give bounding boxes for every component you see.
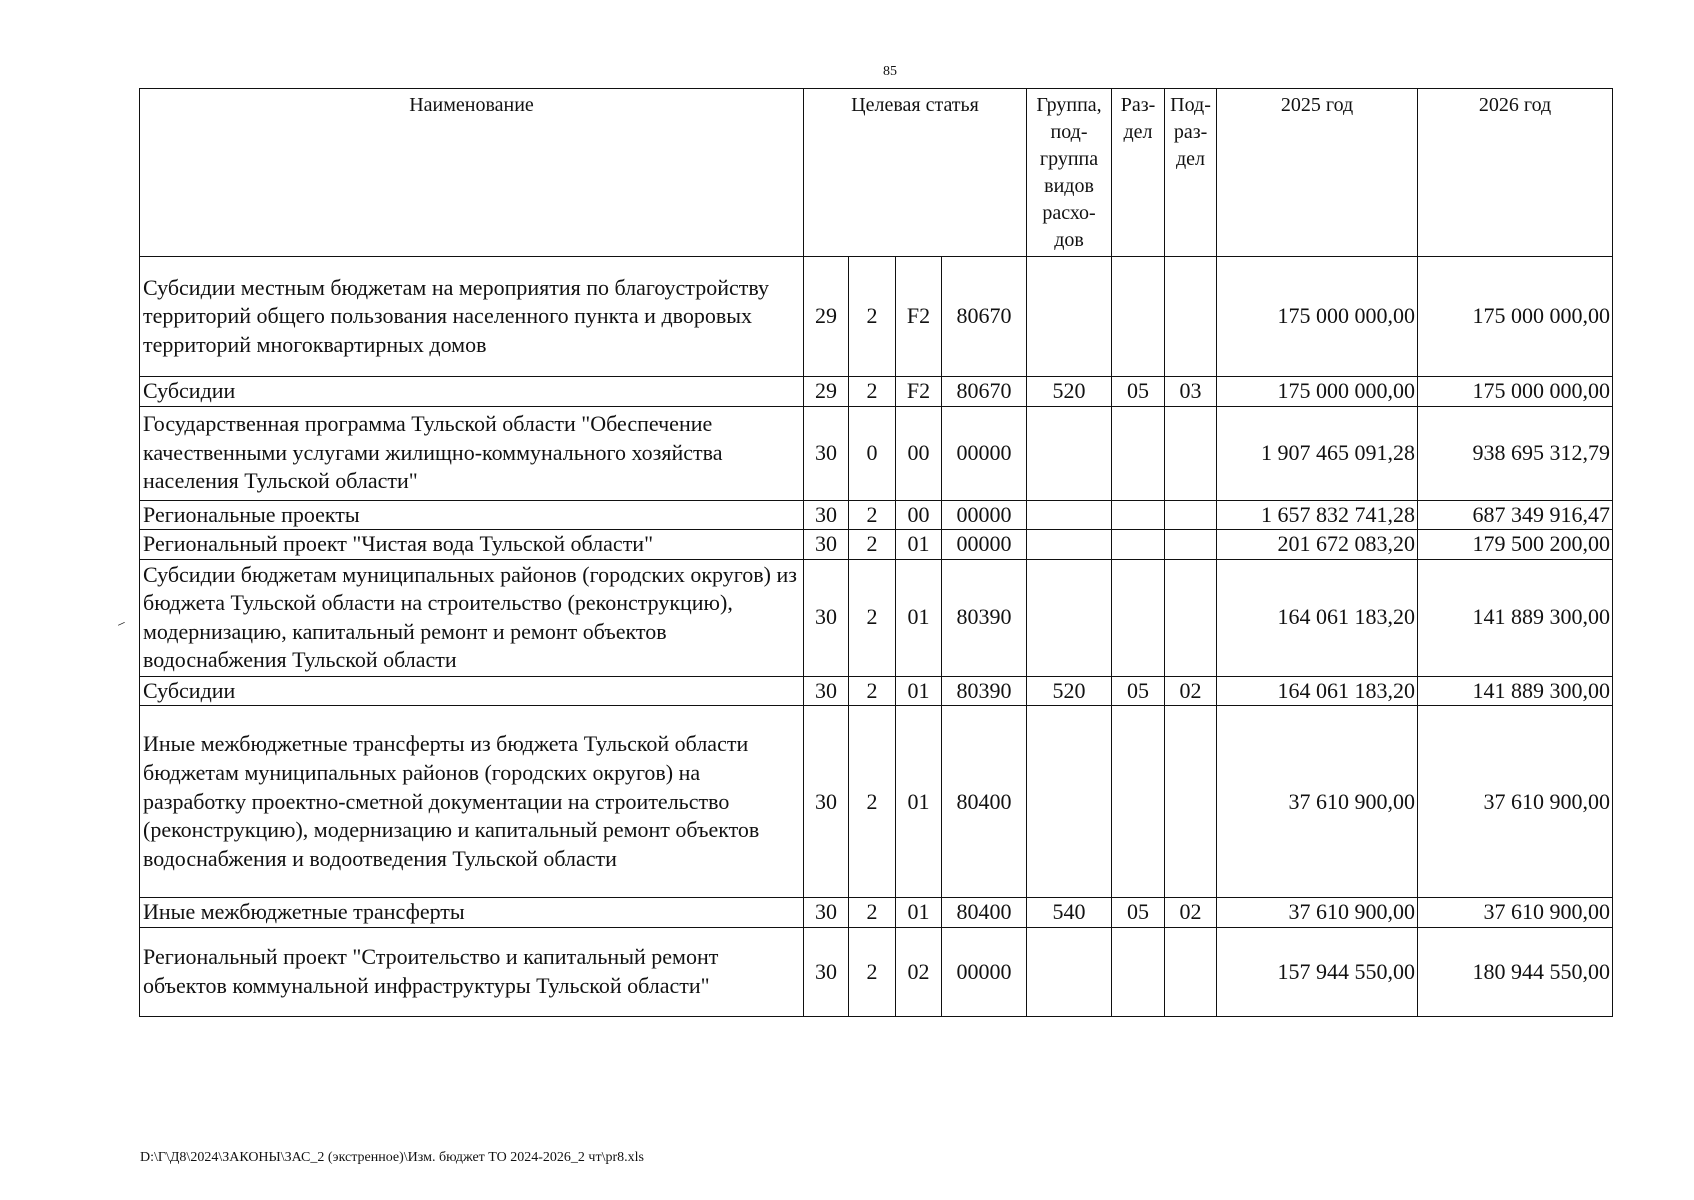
- amount-2025: 175 000 000,00: [1217, 377, 1418, 407]
- amount-2025: 201 672 083,20: [1217, 530, 1418, 560]
- section: [1112, 706, 1165, 898]
- expense-group: [1027, 559, 1112, 676]
- footer-file-path: D:\Г\Д8\2024\ЗАКОНЫ\ЗАС_2 (экстренное)\Изм. бюджет ТО 2024-2026_2 чт\pr8.xls: [140, 1150, 644, 1165]
- target-type: 2: [849, 559, 896, 676]
- amount-2026: 179 500 200,00: [1418, 530, 1613, 560]
- row-name: Субсидии: [140, 377, 804, 407]
- row-name: Региональный проект "Чистая вода Тульской области": [140, 530, 804, 560]
- amount-2026: 180 944 550,00: [1418, 927, 1613, 1016]
- amount-2025: 175 000 000,00: [1217, 257, 1418, 377]
- subsection: [1165, 500, 1217, 530]
- subsection: [1165, 257, 1217, 377]
- section: [1112, 257, 1165, 377]
- target-program: 30: [804, 706, 849, 898]
- table-row: [140, 530, 1613, 560]
- amount-2026: 37 610 900,00: [1418, 706, 1613, 898]
- row-name: Субсидии местным бюджетам на мероприятия по благоустройству территорий общего пользования населенного пункта и дворовых территорий многоквартирных домов: [140, 257, 804, 377]
- section: [1112, 500, 1165, 530]
- section: [1112, 530, 1165, 560]
- amount-2026: 37 610 900,00: [1418, 898, 1613, 928]
- target-type: 2: [849, 676, 896, 706]
- target-program: 30: [804, 898, 849, 928]
- table-row: [140, 927, 1613, 1016]
- amount-2026: 175 000 000,00: [1418, 377, 1613, 407]
- target-type: 2: [849, 706, 896, 898]
- subsection: 03: [1165, 377, 1217, 407]
- subsection: [1165, 530, 1217, 560]
- amount-2025: 1 657 832 741,28: [1217, 500, 1418, 530]
- section: [1112, 406, 1165, 500]
- target-direction: 00000: [942, 927, 1027, 1016]
- table-row: [140, 257, 1613, 377]
- expense-group: [1027, 927, 1112, 1016]
- target-type: 2: [849, 257, 896, 377]
- expense-group: 520: [1027, 377, 1112, 407]
- subsection: [1165, 559, 1217, 676]
- section: 05: [1112, 676, 1165, 706]
- target-direction: 80390: [942, 676, 1027, 706]
- amount-2026: 141 889 300,00: [1418, 676, 1613, 706]
- target-project: 01: [896, 530, 942, 560]
- section: [1112, 559, 1165, 676]
- target-direction: 80400: [942, 898, 1027, 928]
- target-direction: 80670: [942, 257, 1027, 377]
- target-program: 30: [804, 927, 849, 1016]
- amount-2026: 141 889 300,00: [1418, 559, 1613, 676]
- target-type: 0: [849, 406, 896, 500]
- target-type: 2: [849, 530, 896, 560]
- header-group: Группа, под- группа видов расхо- дов: [1027, 89, 1112, 257]
- expense-group: 540: [1027, 898, 1112, 928]
- amount-2026: 938 695 312,79: [1418, 406, 1613, 500]
- header-row: [140, 89, 1613, 257]
- section: [1112, 927, 1165, 1016]
- target-project: 01: [896, 898, 942, 928]
- row-name: Иные межбюджетные трансферты из бюджета Тульской области бюджетам муниципальных районов (городских округов) на разработку проектно-сметной документации на строительство (реконструкцию), модернизацию и капитальный ремонт объектов водоснабжения и водоотведения Тульской области: [140, 706, 804, 898]
- expense-group: [1027, 530, 1112, 560]
- target-direction: 00000: [942, 530, 1027, 560]
- target-project: 01: [896, 559, 942, 676]
- target-program: 29: [804, 257, 849, 377]
- row-name: Государственная программа Тульской области "Обеспечение качественными услугами жилищно-коммунального хозяйства населения Тульской области": [140, 406, 804, 500]
- target-program: 30: [804, 530, 849, 560]
- table-row: [140, 377, 1613, 407]
- row-name: Региональные проекты: [140, 500, 804, 530]
- table-row: [140, 898, 1613, 928]
- target-direction: 80670: [942, 377, 1027, 407]
- header-subsection: Под- раз- дел: [1165, 89, 1217, 257]
- target-project: 01: [896, 706, 942, 898]
- target-project: 00: [896, 500, 942, 530]
- target-program: 30: [804, 559, 849, 676]
- expense-group: [1027, 706, 1112, 898]
- section: 05: [1112, 377, 1165, 407]
- row-name: Субсидии: [140, 676, 804, 706]
- table-row: [140, 676, 1613, 706]
- amount-2025: 157 944 550,00: [1217, 927, 1418, 1016]
- subsection: [1165, 927, 1217, 1016]
- header-target: Целевая статья: [804, 89, 1027, 257]
- header-2026: 2026 год: [1418, 89, 1613, 257]
- header-name: Наименование: [140, 89, 804, 257]
- target-direction: 80400: [942, 706, 1027, 898]
- header-section: Раз- дел: [1112, 89, 1165, 257]
- target-project: 00: [896, 406, 942, 500]
- target-direction: 80390: [942, 559, 1027, 676]
- amount-2025: 164 061 183,20: [1217, 559, 1418, 676]
- target-type: 2: [849, 377, 896, 407]
- amount-2026: 175 000 000,00: [1418, 257, 1613, 377]
- target-program: 30: [804, 500, 849, 530]
- subsection: [1165, 406, 1217, 500]
- row-name: Субсидии бюджетам муниципальных районов (городских округов) из бюджета Тульской области на строительство (реконструкцию), модернизацию, капитальный ремонт и ремонт объектов водоснабжения Тульской области: [140, 559, 804, 676]
- target-project: 01: [896, 676, 942, 706]
- stray-pen-mark: –: [114, 615, 128, 632]
- amount-2025: 37 610 900,00: [1217, 706, 1418, 898]
- target-type: 2: [849, 500, 896, 530]
- page-number: 85: [883, 64, 897, 79]
- expense-group: [1027, 500, 1112, 530]
- table-row: [140, 500, 1613, 530]
- amount-2025: 37 610 900,00: [1217, 898, 1418, 928]
- row-name: Региональный проект "Строительство и капитальный ремонт объектов коммунальной инфраструктуры Тульской области": [140, 927, 804, 1016]
- expense-group: [1027, 406, 1112, 500]
- target-project: F2: [896, 377, 942, 407]
- subsection: 02: [1165, 898, 1217, 928]
- target-program: 30: [804, 406, 849, 500]
- target-type: 2: [849, 898, 896, 928]
- target-project: F2: [896, 257, 942, 377]
- table-row: [140, 706, 1613, 898]
- expense-group: [1027, 257, 1112, 377]
- table-row: [140, 559, 1613, 676]
- row-name: Иные межбюджетные трансферты: [140, 898, 804, 928]
- amount-2026: 687 349 916,47: [1418, 500, 1613, 530]
- header-2025: 2025 год: [1217, 89, 1418, 257]
- subsection: [1165, 706, 1217, 898]
- amount-2025: 164 061 183,20: [1217, 676, 1418, 706]
- target-type: 2: [849, 927, 896, 1016]
- table-row: [140, 406, 1613, 500]
- target-program: 30: [804, 676, 849, 706]
- subsection: 02: [1165, 676, 1217, 706]
- target-program: 29: [804, 377, 849, 407]
- target-project: 02: [896, 927, 942, 1016]
- target-direction: 00000: [942, 500, 1027, 530]
- amount-2025: 1 907 465 091,28: [1217, 406, 1418, 500]
- budget-table: [139, 88, 1613, 1017]
- section: 05: [1112, 898, 1165, 928]
- target-direction: 00000: [942, 406, 1027, 500]
- expense-group: 520: [1027, 676, 1112, 706]
